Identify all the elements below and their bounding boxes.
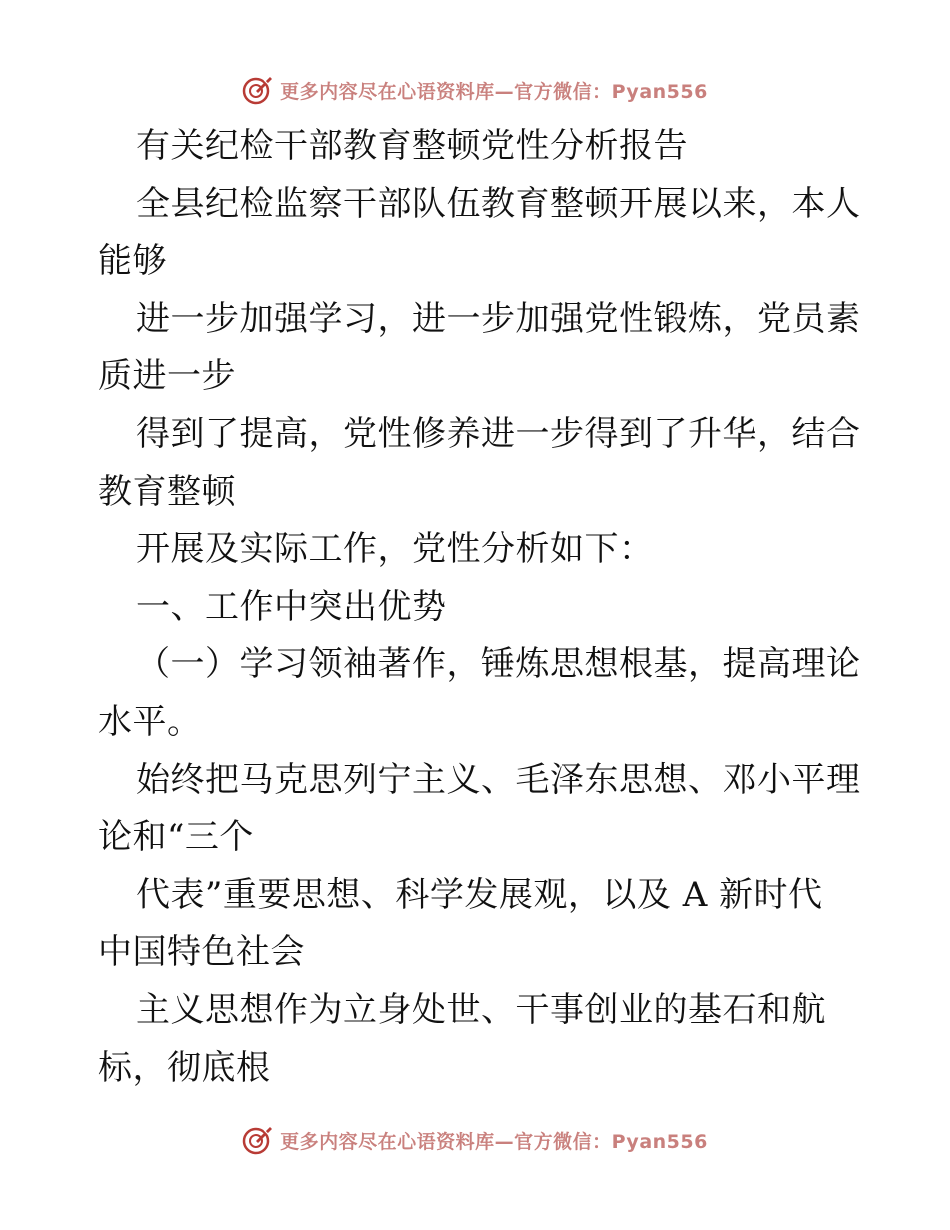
text-line: 主义思想作为立身处世、干事创业的基石和航 bbox=[136, 989, 826, 1030]
watermark-text: 更多内容尽在心语资料库—官方微信：Pyan556 bbox=[280, 1130, 708, 1153]
text-line: 论和“三个 bbox=[98, 817, 254, 858]
text-line: 得到了提高，党性修养进一步得到了升华，结合 bbox=[136, 413, 861, 454]
text-line: 进一步加强学习，进一步加强党性锻炼，党员素 bbox=[136, 298, 861, 339]
text-line: 全县纪检监察干部队伍教育整顿开展以来，本人 bbox=[136, 183, 861, 224]
pen-logo-icon bbox=[242, 74, 274, 106]
text-line: 标，彻底根 bbox=[98, 1047, 271, 1088]
text-line: 能够 bbox=[98, 241, 167, 282]
watermark-text: 更多内容尽在心语资料库—官方微信：Pyan556 bbox=[280, 80, 708, 103]
text-line: 始终把马克思列宁主义、毛泽东思想、邓小平理 bbox=[136, 759, 861, 800]
text-line: 有关纪检干部教育整顿党性分析报告 bbox=[136, 126, 688, 166]
text-line: 教育整顿 bbox=[98, 471, 236, 512]
footer-watermark bbox=[0, 1120, 950, 1160]
text-line: 一、工作中突出优势 bbox=[136, 586, 447, 627]
text-line: （一）学习领袖著作，锤炼思想根基，提高理论 bbox=[136, 644, 861, 685]
header-watermark bbox=[0, 70, 950, 110]
text-line: 水平。 bbox=[98, 701, 202, 742]
pen-logo-icon bbox=[242, 1124, 274, 1156]
text-line: 开展及实际工作，党性分析如下： bbox=[136, 529, 654, 570]
text-line: 中国特色社会 bbox=[98, 932, 305, 973]
text-line: 质进一步 bbox=[98, 356, 236, 397]
text-line: 代表”重要思想、科学发展观，以及 A 新时代 bbox=[136, 874, 823, 915]
document-body bbox=[98, 118, 861, 1097]
